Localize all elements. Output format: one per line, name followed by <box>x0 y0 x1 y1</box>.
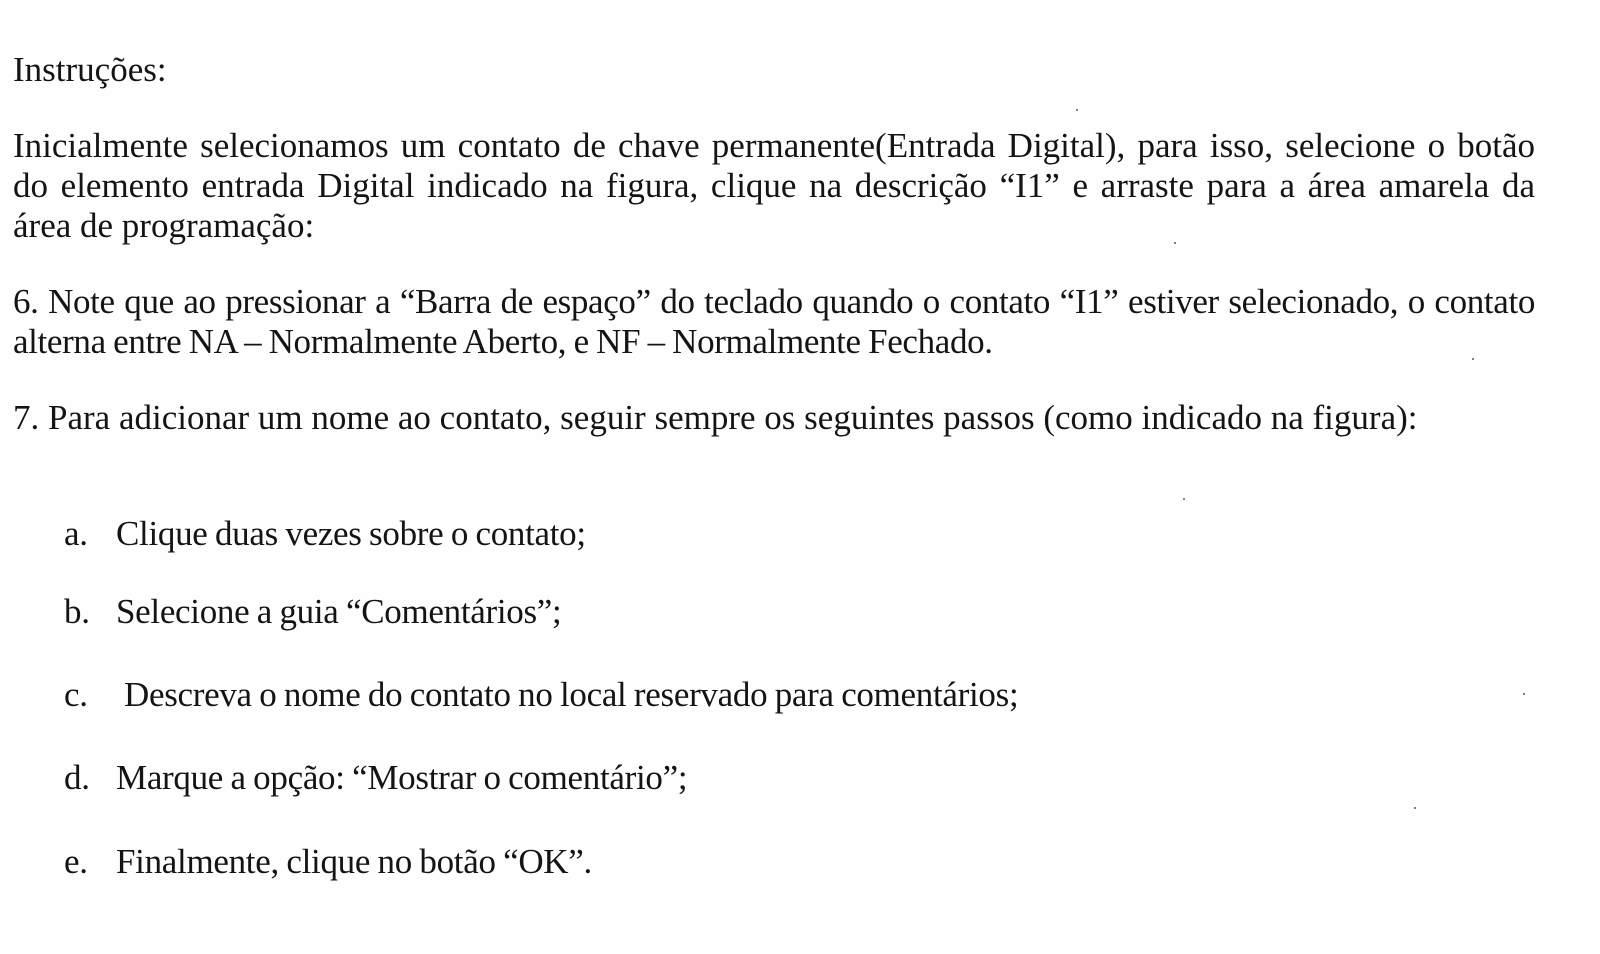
intro-paragraph: Inicialmente selecionamos um contato de chave permanente(Entrada Digital), para isso, selecione o botão do elemento entrada Digital indicado na figura, clique na descrição “I1” e arraste para a área amarela da área de programação: <box>13 126 1535 245</box>
substep-marker: c. <box>64 675 88 714</box>
scan-speck <box>1523 693 1525 695</box>
substep-text: Clique duas vezes sobre o contato; <box>116 514 586 553</box>
substep-a <box>64 514 1364 554</box>
substep-text: Descreva o nome do contato no local reservado para comentários; <box>124 675 1019 714</box>
step-6-paragraph: 6. Note que ao pressionar a “Barra de espaço” do teclado quando o contato “I1” estiver selecionado, o contato alterna entre NA – Normalmente Aberto, e NF – Normalmente Fechado. <box>13 282 1535 361</box>
substep-c <box>64 675 1364 715</box>
substep-text: Marque a opção: “Mostrar o comentário”; <box>116 758 688 797</box>
substep-text: Finalmente, clique no botão “OK”. <box>116 842 592 881</box>
substep-e <box>64 842 1364 882</box>
step-7-paragraph: 7. Para adicionar um nome ao contato, seguir sempre os seguintes passos (como indicado na figura): <box>13 398 1418 437</box>
instructions-heading: Instruções: <box>13 50 167 89</box>
scan-speck <box>1472 358 1474 360</box>
scan-speck <box>1183 498 1185 500</box>
substep-marker: a. <box>64 514 88 553</box>
scan-speck <box>1414 807 1416 809</box>
substep-marker: e. <box>64 842 88 881</box>
substep-text: Selecione a guia “Comentários”; <box>116 592 562 631</box>
substep-marker: b. <box>64 592 90 631</box>
substep-marker: d. <box>64 758 90 797</box>
scan-speck <box>1076 109 1078 111</box>
substep-b <box>64 592 1364 632</box>
substep-d <box>64 758 1364 798</box>
scan-speck <box>1174 242 1176 244</box>
